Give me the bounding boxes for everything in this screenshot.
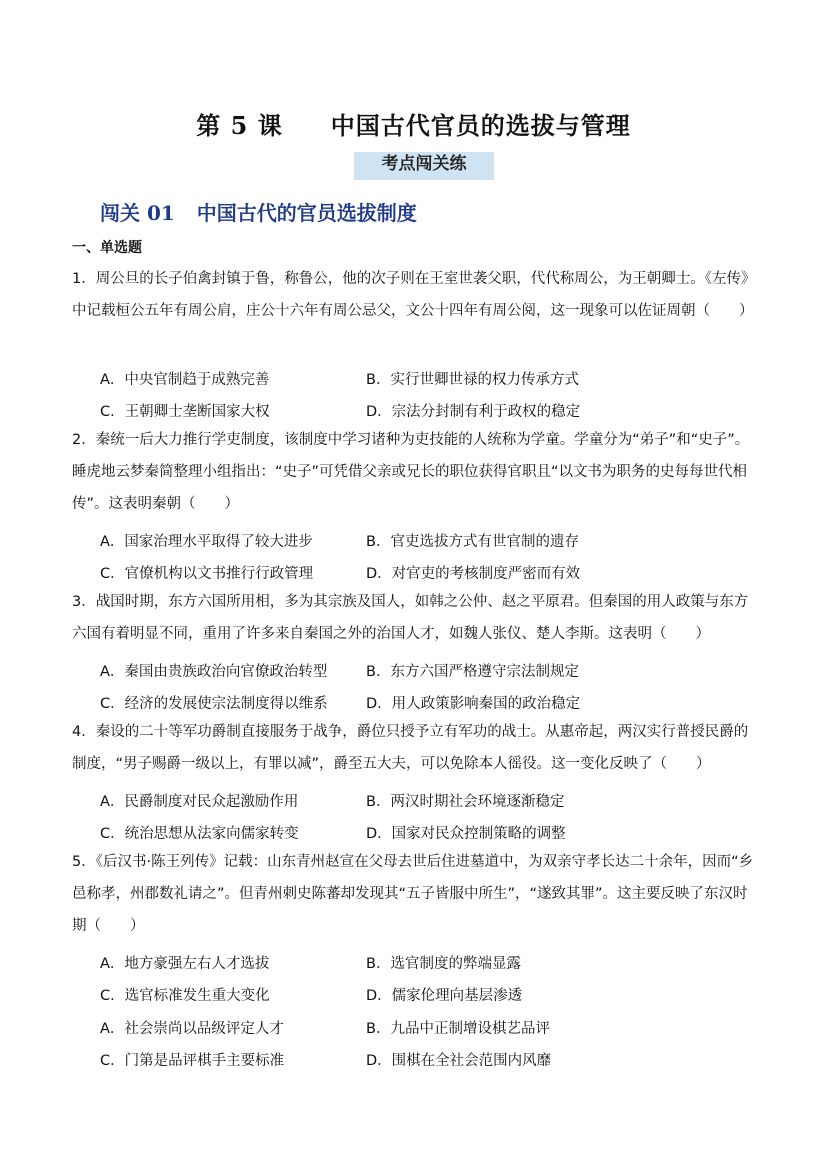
question-5: 5．《后汉书·陈王列传》记载：山东青州赵宣在父母去世后住进墓道中，为双亲守孝长达二十余年，因而“乡邑称孝，州郡数礼请之”。但青州刺史陈蕃却发现其“五子皆服中所生”，“遂致其罪”。这主要反映了东汉时期（ ） xyxy=(72,854,754,934)
question-3-option-a: A．秦国由贵族政治向官僚政治转型 xyxy=(100,664,328,680)
question-3-option-d: D．用人政策影响秦国的政治稳定 xyxy=(366,696,581,712)
question-4-option-c: C．统治思想从法家向儒家转变 xyxy=(100,826,299,842)
question-4-option-d: D．国家对民众控制策略的调整 xyxy=(366,826,566,842)
question-1: 1．周公旦的长子伯禽封镇于鲁，称鲁公，他的次子则在王室世袭父职，代代称周公，为王朝卿士。《左传》中记载桓公五年有周公肩，庄公十六年有周公忌父，文公十四年有周公阅，这一现象可以佐证周朝（ ） xyxy=(72,271,756,319)
section-heading xyxy=(100,197,417,226)
question-4-option-a: A．民爵制度对民众起激励作用 xyxy=(100,794,299,810)
question-3: 3．战国时期，东方六国所用相，多为其宗族及国人，如韩之公仲、赵之平原君。但秦国的用人政策与东方六国有着明显不同，重用了许多来自秦国之外的治国人才，如魏人张仪、楚人李斯。这表明（ ） xyxy=(72,594,749,642)
question-2-option-d: D．对官吏的考核制度严密而有效 xyxy=(366,566,581,582)
lesson-number: 第 5 课 xyxy=(196,111,283,140)
question-3-option-c: C．经济的发展使宗法制度得以维系 xyxy=(100,696,328,712)
question-4: 4．秦设的二十等军功爵制直接服务于战争，爵位只授予立有军功的战士。从惠帝起，两汉实行普授民爵的制度，“男子赐爵一级以上，有罪以减”，爵至五大夫，可以免除本人徭役。这一变化反映了（ ） xyxy=(72,724,749,772)
extra-option-c: C．门第是品评棋手主要标准 xyxy=(100,1053,285,1069)
section-code: 闯关 01 xyxy=(100,201,175,225)
question-1-option-b: B．实行世卿世禄的权力传承方式 xyxy=(366,372,579,388)
question-type-heading: 一、单选题 xyxy=(72,240,142,256)
question-1-option-a: A．中央官制趋于成熟完善 xyxy=(100,372,270,388)
section-title: 中国古代的官员选拔制度 xyxy=(196,201,417,225)
question-5-option-c: C．选官标准发生重大变化 xyxy=(100,988,270,1004)
question-4-option-b: B．两汉时期社会环境逐渐稳定 xyxy=(366,794,565,810)
question-2-option-b: B．官吏选拔方式有世官制的遗存 xyxy=(366,534,579,550)
question-5-option-d: D．儒家伦理向基层渗透 xyxy=(366,988,523,1004)
question-1-option-c: C．王朝卿士垄断国家大权 xyxy=(100,404,270,420)
question-3-option-b: B．东方六国严格遵守宗法制规定 xyxy=(366,664,579,680)
practice-badge: 考点闯关练 xyxy=(354,152,494,180)
question-5-option-b: B．选官制度的弊端显露 xyxy=(366,956,521,972)
extra-option-a: A．社会崇尚以品级评定人才 xyxy=(100,1021,284,1037)
question-2-option-a: A．国家治理水平取得了较大进步 xyxy=(100,534,313,550)
extra-option-d: D．围棋在全社会范围内风靡 xyxy=(366,1053,552,1069)
question-1-option-d: D．宗法分封制有利于政权的稳定 xyxy=(366,404,581,420)
lesson-title: 中国古代官员的选拔与管理 xyxy=(330,111,631,140)
page-title xyxy=(0,106,827,141)
extra-option-b: B．九品中正制增设棋艺品评 xyxy=(366,1021,550,1037)
question-2: 2．秦统一后大力推行学吏制度，该制度中学习诸种为吏技能的人统称为学童。学童分为“弟子”和“史子”。睡虎地云梦秦简整理小组指出：“史子”可凭借父亲或兄长的职位获得官职且“以文书为职务的史每每世代相传”。这表明秦朝（ ） xyxy=(72,432,750,512)
question-2-option-c: C．官僚机构以文书推行行政管理 xyxy=(100,566,314,582)
question-5-option-a: A．地方豪强左右人才选拔 xyxy=(100,956,270,972)
